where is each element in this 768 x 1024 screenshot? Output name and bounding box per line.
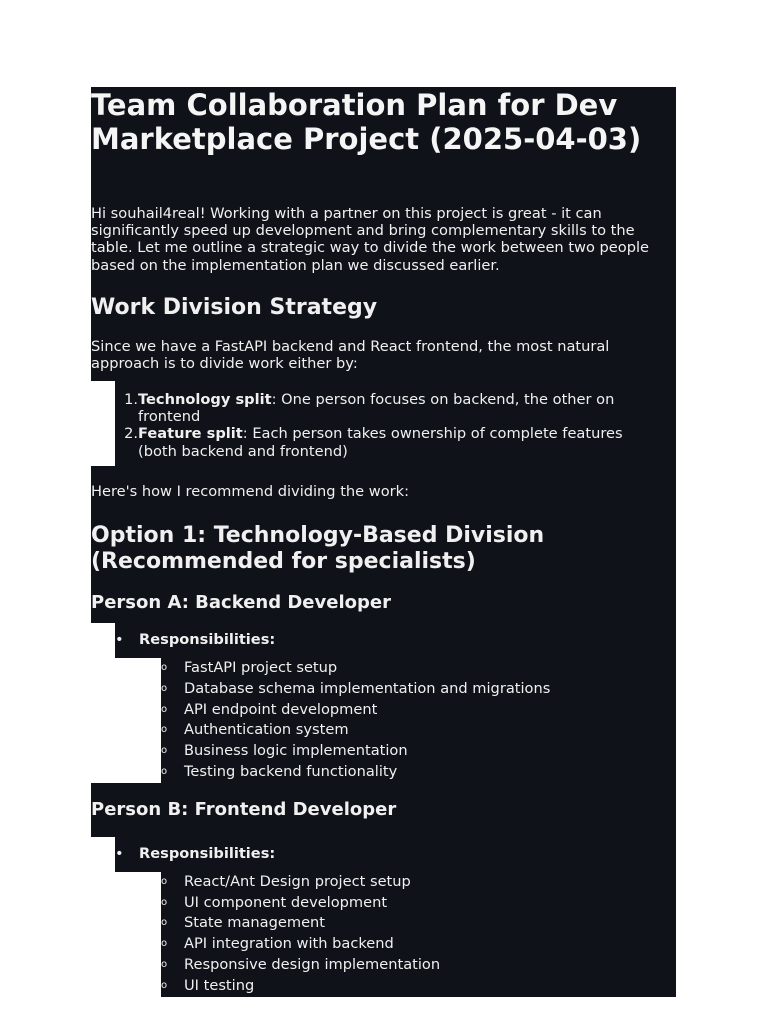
division-ordered-list (91, 381, 676, 466)
list-item: o Responsive design implementation (161, 955, 676, 976)
person-b-sublist (91, 872, 676, 997)
person-a-list (91, 623, 676, 658)
circle-bullet-icon: o (161, 979, 168, 991)
list-item: o State management (161, 913, 676, 934)
responsibilities-label: Responsibilities: (139, 631, 276, 648)
list-item-text: : One person focuses on backend, the other on frontend (138, 391, 615, 426)
circle-bullet-icon: o (161, 745, 168, 757)
person-b-list (91, 837, 676, 872)
circle-bullet-icon: o (161, 724, 168, 736)
bullet-icon: • (115, 631, 124, 648)
bullet-icon: • (115, 844, 124, 862)
section-paragraph: Since we have a FastAPI backend and React frontend, the most natural approach is to divide work either by: (91, 330, 676, 381)
circle-bullet-icon: o (161, 662, 168, 673)
list-item: o UI testing (161, 976, 676, 997)
list-item: o API integration with backend (161, 934, 676, 955)
page-title: Team Collaboration Plan for Dev Marketplace Project (2025-04-03) (91, 87, 676, 187)
list-item-bold: Technology split (138, 391, 272, 408)
circle-bullet-icon: o (161, 896, 168, 908)
intro-paragraph: Hi souhail4real! Working with a partner on this project is great - it can significantly speed up development and bring complementary skills to the table. Let me outline a strategic way to divide the work between two people based on the implementation plan we discussed earlier. (91, 187, 676, 291)
list-number: 1. (124, 391, 138, 408)
section-heading-option1: Option 1: Technology-Based Division (Recommended for specialists) (91, 523, 676, 580)
list-item: o Authentication system (161, 720, 676, 741)
person-b-heading: Person B: Frontend Developer (91, 783, 676, 837)
circle-bullet-icon: o (161, 917, 168, 929)
person-a-heading: Person A: Backend Developer (91, 580, 676, 623)
circle-bullet-icon: o (161, 938, 168, 950)
list-item: o Database schema implementation and migrations (161, 679, 676, 700)
circle-bullet-icon: o (161, 958, 168, 970)
list-item-text: : Each person takes ownership of complete features (both backend and frontend) (138, 425, 623, 460)
list-item: o Testing backend functionality (161, 762, 676, 783)
list-item (115, 391, 676, 425)
responsibilities-label: Responsibilities: (139, 844, 276, 862)
list-item: o UI component development (161, 893, 676, 914)
section-heading-work-division: Work Division Strategy (91, 291, 676, 330)
list-item (115, 425, 676, 459)
circle-bullet-icon: o (161, 682, 168, 694)
list-item: o API endpoint development (161, 700, 676, 721)
circle-bullet-icon: o (161, 875, 168, 887)
circle-bullet-icon: o (161, 703, 168, 715)
circle-bullet-icon: o (161, 765, 168, 777)
list-item: o React/Ant Design project setup (161, 872, 676, 893)
person-a-sublist (91, 658, 676, 783)
list-number: 2. (124, 425, 138, 443)
document-page (91, 87, 676, 997)
list-item-bold: Feature split (138, 425, 243, 443)
closing-paragraph: Here's how I recommend dividing the work: (91, 466, 676, 523)
list-item: o FastAPI project setup (161, 658, 676, 679)
list-item: o Business logic implementation (161, 741, 676, 762)
